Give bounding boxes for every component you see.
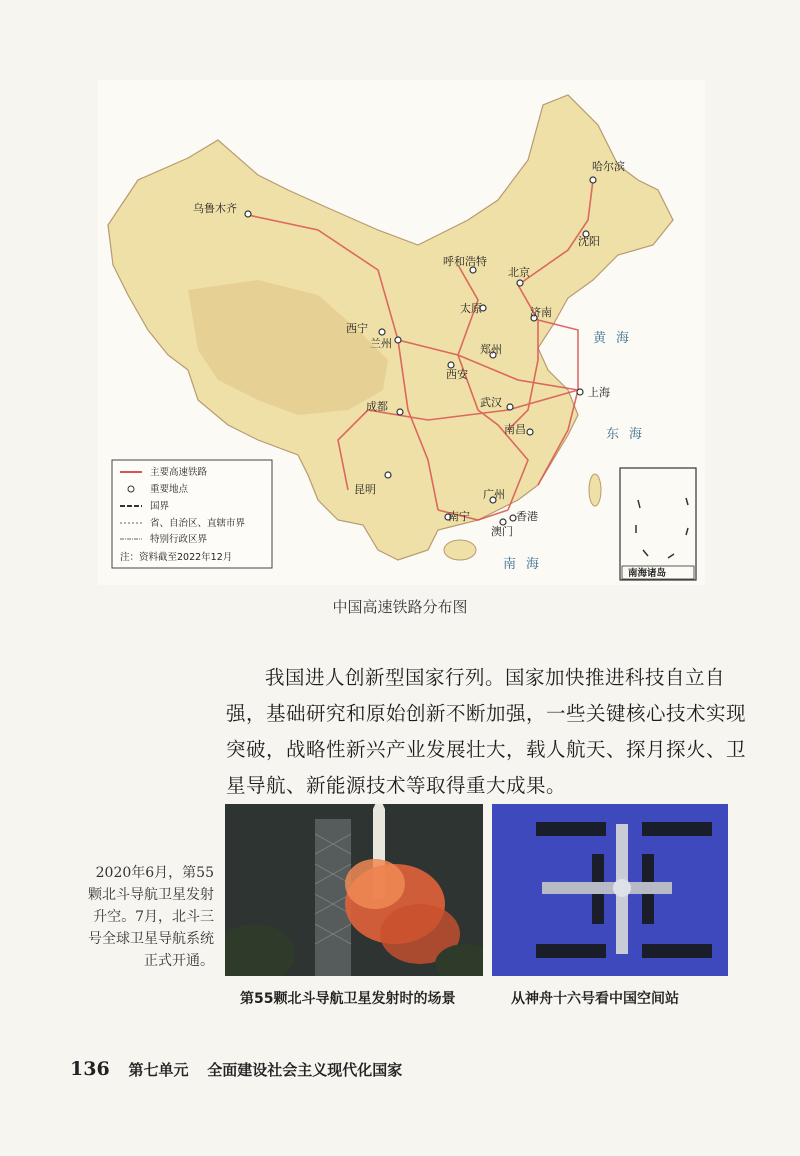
side-note: 2020年6月，第55颗北斗导航卫星发射升空。7月，北斗三号全球卫星导航系统正式开通。 bbox=[88, 865, 214, 969]
page-number: 136 bbox=[70, 1058, 110, 1080]
railway-map bbox=[98, 80, 705, 585]
paragraph-text: 我国进人创新型国家行列。国家加快推进科技自立自强，基础研究和原始创新不断加强，一些关键核心技术实现突破，战略性新兴产业发展壮大，载人航天、探月探火、卫星导航、新能源技术等取得重大成果。 bbox=[226, 666, 747, 797]
hainan-island bbox=[444, 540, 476, 560]
china-map-graphic bbox=[98, 80, 705, 585]
city-label-zhengzhou: 郑州 bbox=[480, 343, 502, 356]
photo-caption-station: 从神舟十六号看中国空间站 bbox=[511, 991, 679, 1007]
city-label-wuhan: 武汉 bbox=[480, 396, 502, 409]
page-footer bbox=[70, 1058, 402, 1080]
unit-label: 第七单元 bbox=[128, 1061, 189, 1079]
city-label-chengdu: 成都 bbox=[366, 400, 388, 413]
map-legend bbox=[112, 460, 272, 568]
city-label-hohhot: 呼和浩特 bbox=[443, 255, 487, 268]
south-china-sea-inset bbox=[620, 468, 696, 580]
city-label-xian: 西安 bbox=[446, 368, 468, 381]
rocket-launch-photo bbox=[225, 804, 483, 976]
city-label-xining: 西宁 bbox=[346, 322, 368, 335]
sea-label-east: 东海 bbox=[606, 427, 653, 442]
city-label-nanning: 南宁 bbox=[448, 510, 470, 523]
city-label-kunming: 昆明 bbox=[354, 483, 376, 496]
body-paragraph bbox=[226, 660, 746, 804]
inset-label: 南海诸岛 bbox=[628, 568, 667, 579]
rocket-launch-graphic bbox=[225, 804, 483, 976]
station-core-module bbox=[542, 882, 672, 894]
legend-railway: 主要高速铁路 bbox=[150, 467, 208, 478]
legend-note: 注：资料截至2022年12月 bbox=[120, 552, 233, 563]
city-label-guangzhou: 广州 bbox=[483, 488, 505, 501]
taiwan-island bbox=[589, 474, 601, 506]
space-station-graphic bbox=[492, 804, 728, 976]
city-label-macao: 澳门 bbox=[491, 525, 513, 538]
map-caption: 中国高速铁路分布图 bbox=[332, 598, 468, 616]
city-label-nanchang: 南昌 bbox=[504, 423, 526, 436]
photo-caption-launch: 第55颗北斗导航卫星发射时的场景 bbox=[240, 991, 456, 1007]
legend-border: 国界 bbox=[150, 501, 170, 512]
city-label-hongkong: 香港 bbox=[516, 510, 538, 523]
city-label-shanghai: 上海 bbox=[588, 386, 610, 399]
city-label-taiyuan: 太原 bbox=[460, 302, 482, 315]
sea-label-yellow: 黄海 bbox=[593, 331, 640, 346]
legend-sar: 特别行政区界 bbox=[150, 534, 208, 545]
city-label-urumqi: 乌鲁木齐 bbox=[193, 202, 237, 215]
unit-title: 全面建设社会主义现代化国家 bbox=[207, 1061, 403, 1079]
legend-province: 省、自治区、直辖市界 bbox=[150, 518, 246, 529]
space-station-photo bbox=[492, 804, 728, 976]
city-label-beijing: 北京 bbox=[508, 266, 530, 279]
city-label-shenyang: 沈阳 bbox=[578, 235, 600, 248]
city-label-jinan: 济南 bbox=[530, 306, 552, 319]
city-label-harbin: 哈尔滨 bbox=[592, 160, 625, 173]
legend-places: 重要地点 bbox=[150, 484, 189, 495]
sea-label-south: 南海 bbox=[503, 557, 550, 572]
city-label-lanzhou: 兰州 bbox=[370, 337, 392, 350]
